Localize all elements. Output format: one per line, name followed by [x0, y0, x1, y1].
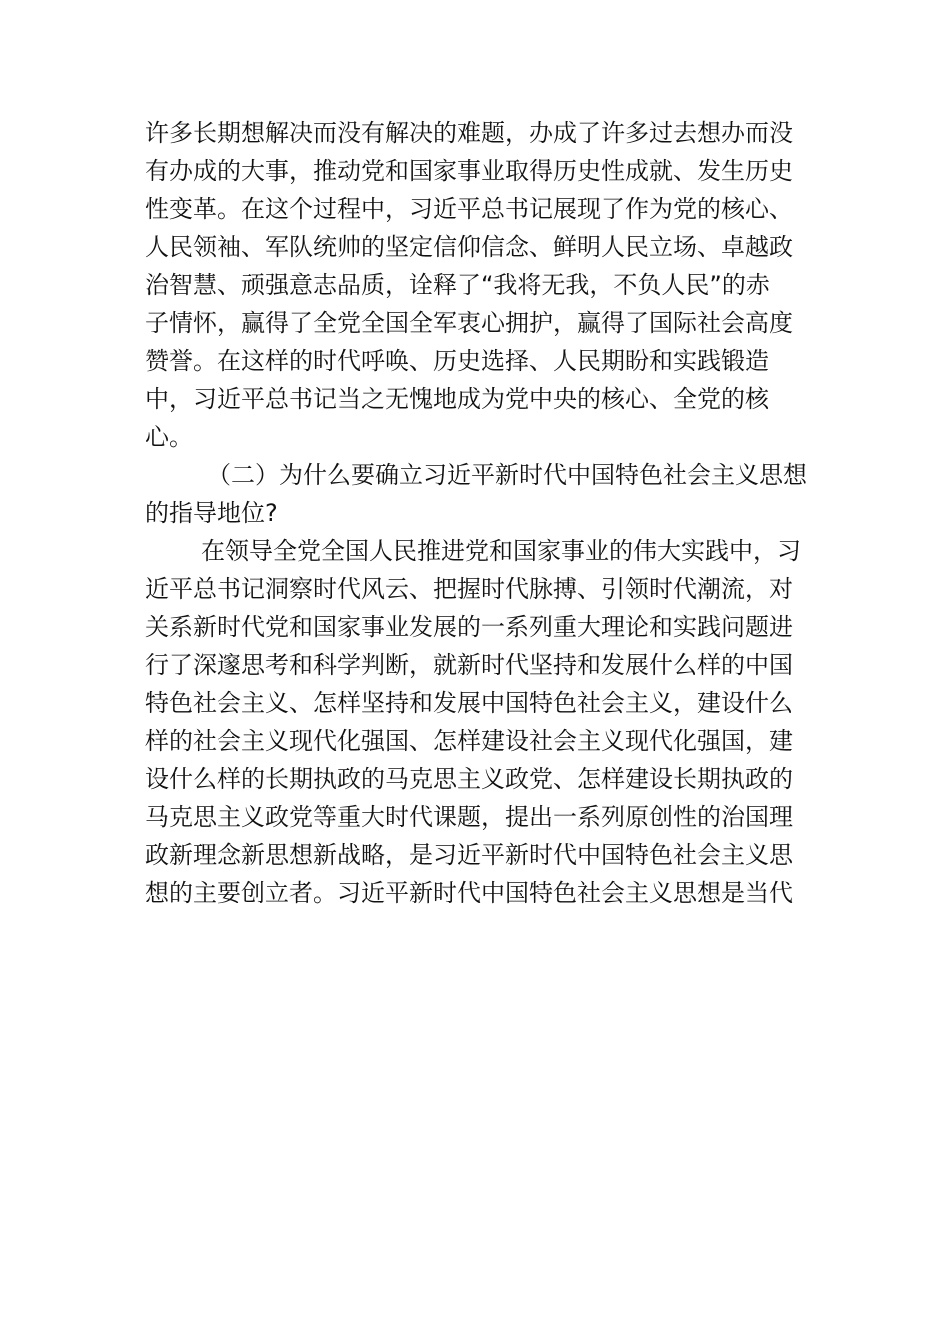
paragraph-line: 特色社会主义、怎样坚持和发展中国特色社会主义，建设什么 — [145, 689, 793, 717]
paragraph-line: 心。 — [145, 423, 193, 451]
paragraph-line: 在领导全党全国人民推进党和国家事业的伟大实践中，习 — [201, 537, 801, 565]
paragraph-line: 许多长期想解决而没有解决的难题，办成了许多过去想办而没 — [145, 119, 793, 147]
paragraph-line: 想的主要创立者。习近平新时代中国特色社会主义思想是当代 — [145, 879, 793, 907]
section-heading-line: （二）为什么要确立习近平新时代中国特色社会主义思想 — [207, 461, 807, 489]
paragraph-line: 样的社会主义现代化强国、怎样建设社会主义现代化强国，建 — [145, 727, 793, 755]
paragraph-line: 中，习近平总书记当之无愧地成为党中央的核心、全党的核 — [145, 385, 769, 413]
paragraph-line: 治智慧、顽强意志品质，诠释了“我将无我，不负人民”的赤 — [145, 271, 770, 299]
paragraph-line: 政新理念新思想新战略，是习近平新时代中国特色社会主义思 — [145, 841, 793, 869]
document-body — [145, 114, 805, 912]
paragraph-line: 马克思主义政党等重大时代课题，提出一系列原创性的治国理 — [145, 803, 793, 831]
paragraph-line: 行了深邃思考和科学判断，就新时代坚持和发展什么样的中国 — [145, 651, 793, 679]
paragraph-line: 有办成的大事，推动党和国家事业取得历史性成就、发生历史 — [145, 157, 793, 185]
paragraph-line: 近平总书记洞察时代风云、把握时代脉搏、引领时代潮流，对 — [145, 575, 793, 603]
section-heading — [145, 456, 805, 532]
paragraph-line: 设什么样的长期执政的马克思主义政党、怎样建设长期执政的 — [145, 765, 793, 793]
paragraph-1 — [145, 114, 805, 456]
paragraph-line: 人民领袖、军队统帅的坚定信仰信念、鲜明人民立场、卓越政 — [145, 233, 793, 261]
paragraph-line: 性变革。在这个过程中，习近平总书记展现了作为党的核心、 — [145, 195, 793, 223]
paragraph-line: 赞誉。在这样的时代呼唤、历史选择、人民期盼和实践锻造 — [145, 347, 769, 375]
paragraph-2 — [145, 532, 805, 912]
section-heading-line: 的指导地位? — [145, 499, 278, 527]
paragraph-line: 关系新时代党和国家事业发展的一系列重大理论和实践问题进 — [145, 613, 793, 641]
paragraph-line: 子情怀，赢得了全党全国全军衷心拥护，赢得了国际社会高度 — [145, 309, 793, 337]
